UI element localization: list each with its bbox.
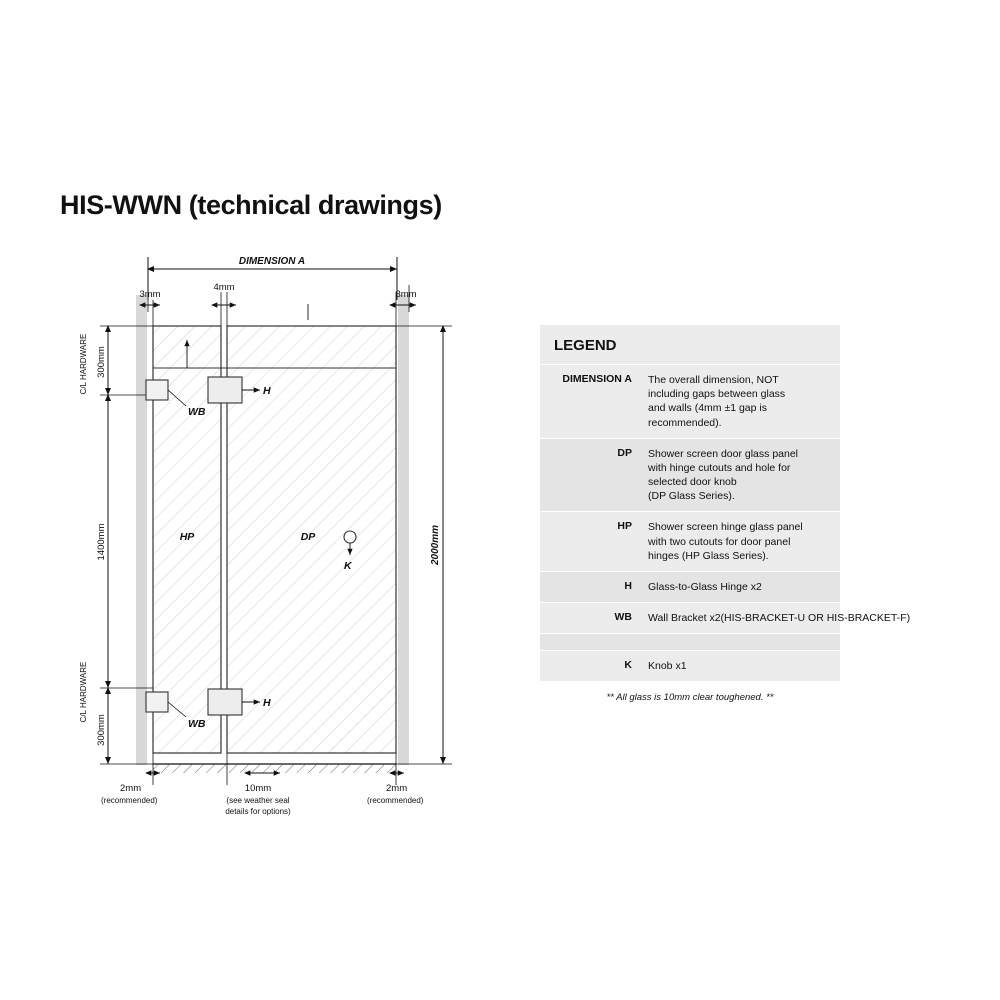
legend-row-k [540,651,840,682]
hinge-top-label: H [263,385,271,397]
bottom-left-note: (recommended) [101,796,158,805]
bottom-center-note1: (see weather seal [226,796,290,805]
hinge-top [208,377,242,403]
legend-key: H [624,579,632,592]
gap-left-label: 3mm [139,289,161,300]
legend-note: ** All glass is 10mm clear toughened. ** [540,682,840,715]
knob-label: K [344,560,352,572]
bottom-right-note: (recommended) [367,796,424,805]
panel-hp-label: HP [179,531,195,543]
middle-height-label: 1400mm [96,523,107,561]
legend-key: DIMENSION A [562,373,632,385]
legend-row-dp [540,439,840,513]
bottom-center-note2: details for options) [225,807,291,816]
legend-key: DP [617,446,632,459]
gap-right-label: 3mm [395,289,417,300]
gap-mid-label: 4mm [213,282,235,293]
legend-row-h [540,572,840,603]
legend-value: Knob x1 [648,660,687,673]
hinge-bottom-label: H [263,697,271,709]
page-title: HIS-WWN (technical drawings) [60,190,442,220]
top-offset-label: 300mm [96,346,107,378]
legend-row-wb [540,603,911,634]
legend-value [640,634,656,650]
bottom-left-value: 2mm [120,783,142,794]
legend-row-hp [540,512,840,572]
legend-row-spacer [540,634,840,651]
legend-key: WB [614,611,632,624]
wall-bracket-top [146,380,168,400]
cl-hardware-top-label: C/L HARDWARE [79,333,88,395]
cl-hardware-bottom-label: C/L HARDWARE [79,661,88,723]
wall-bracket-bottom-label: WB [188,718,206,730]
legend-value: Glass-to-Glass Hinge x2 [648,580,762,593]
legend-value: Wall Bracket x2(HIS-BRACKET-U OR HIS-BRACKET-F) [648,612,911,625]
panel-dp-label: DP [300,531,316,543]
wall-bracket-bottom [146,692,168,712]
legend-title: LEGEND [540,325,840,365]
legend-value: Shower screen door glass panel with hinge cutouts and hole for selected door knob (DP Glass Series). [648,447,799,503]
technical-drawing [60,240,480,840]
legend-key: HP [617,520,632,533]
legend-value: Shower screen hinge glass panel with two cutouts for door panel hinges (HP Glass Series). [648,521,803,562]
legend-panel [540,325,911,715]
dimension-a-label: DIMENSION A [238,256,306,267]
bottom-offset-label: 300mm [96,714,107,746]
overall-height-label: 2000mm [430,524,441,566]
legend-key: K [624,659,632,672]
drawing-svg [60,240,480,840]
knob-hole [344,531,356,543]
wall-bracket-top-label: WB [188,406,206,418]
wall-left [136,295,147,765]
bottom-right-value: 2mm [386,783,408,794]
bottom-center-value: 10mm [244,783,272,794]
legend-value: The overall dimension, NOT including gaps between glass and walls (4mm ±1 gap is recommended). [648,374,786,429]
hinge-bottom [208,689,242,715]
legend-key [540,634,640,650]
wall-right [398,295,409,765]
legend-row-dimension-a [540,365,840,439]
floor-hatch [153,764,396,773]
